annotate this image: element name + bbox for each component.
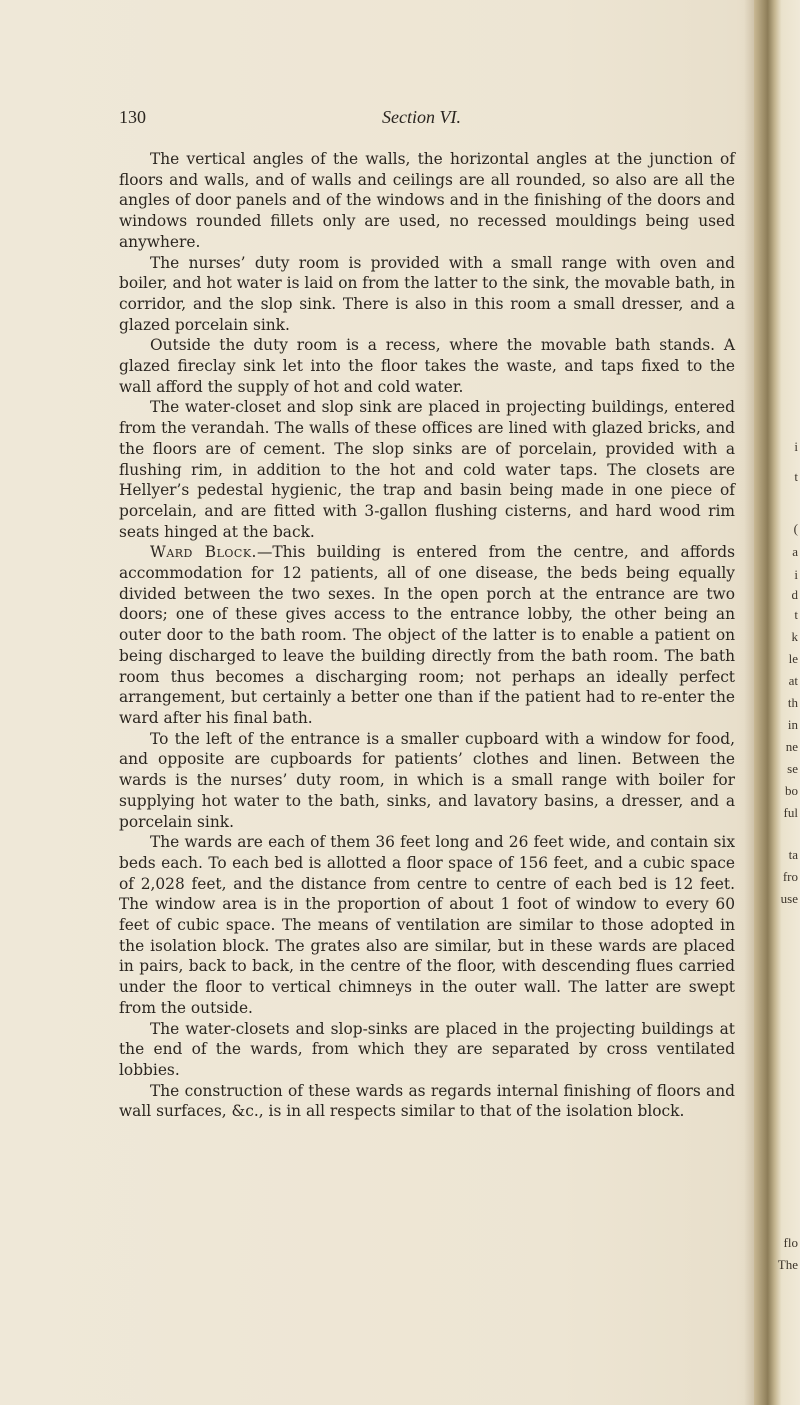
paragraph-text: The vertical angles of the walls, the horizontal angles at the junction of floors and walls, and of walls and ceilings are all rounded, so also are all the angles of door panels and of the windows and in the finishing of the doors and windows rounded fillets only are used, no recessed mouldings being used anywhere. (119, 150, 735, 251)
bleed-text: use (780, 891, 798, 906)
paragraph (119, 1081, 735, 1122)
paragraph-text: Outside the duty room is a recess, where the movable bath stands. A glazed fireclay sink let into the floor takes the waste, and taps fixed to the wall afford the supply of hot and cold water. (119, 336, 735, 396)
paragraph-text: The nurses’ duty room is provided with a small range with oven and boiler, and hot water is laid on from the latter to the sink, the movable bath, in corridor, and the slop sink. There is also in this room a small dresser, and a glazed porcelain sink. (119, 253, 735, 334)
bleed-text: The (777, 1257, 798, 1272)
paragraph-text: —This building is entered from the centre, and affords accommodation for 12 patients, all of one disease, the beds being equally divided between the two sexes. In the open porch at the entrance are two doors; one of these gives access to the entrance lobby, the other being an outer door to the bath room. The object of the latter is to enable a patient on being discharged to leave the building directly from the bath room. The bath room thus becomes a discharging room; not perhaps an ideally perfect arrangement, but certainly a better one than if the patient had to re-enter the ward after his final bath. (119, 543, 735, 727)
bleed-text: i (794, 567, 798, 582)
bleed-text: d (791, 587, 798, 602)
paragraph (119, 335, 735, 397)
paragraph (119, 149, 735, 253)
paragraph-text: To the left of the entrance is a smaller cupboard with a window for food, and opposite are cupboards for patients’ clothes and linen. Between the wards is the nurses’ duty room, in which is a small range with boiler for supplying hot water to the bath, sinks, and lavatory basins, a dresser, and a porcelain sink. (119, 729, 735, 831)
bleed-text: t (794, 607, 798, 622)
paragraph-lead: Ward Block. (150, 543, 257, 562)
bleed-text: a (792, 544, 798, 559)
paragraph (119, 1019, 735, 1081)
paragraph-text: The wards are each of them 36 feet long and 26 feet wide, and contain six beds each. To each bed is allotted a floor space of 156 feet, and a cubic space of 2,028 feet, and the distance from centre to centre of each bed is 12 feet. The window area is in the proportion of about 1 foot of window to every 60 feet of cubic space. The means of ventilation are similar to those adopted in the isolation block. The grates also are similar, but in these wards are placed in pairs, back to back, in the centre of the floor, with descending flues carried under the floor to vertical chimneys in the outer wall. The latter are swept from the outside. (119, 833, 735, 1017)
bleed-text: in (787, 717, 798, 732)
bleed-text: bo (785, 783, 798, 798)
paragraph (119, 729, 735, 833)
bleed-text: at (788, 673, 798, 688)
bleed-text: ne (785, 739, 798, 754)
bleed-text: t (794, 469, 798, 484)
paragraph (119, 542, 735, 728)
paragraph-text: The water-closet and slop sink are placed in projecting buildings, entered from the verandah. The walls of these offices are lined with glazed bricks, and the floors are of cement. The slop sinks are of porcelain, provided with a flushing rim, in addition to the hot and cold water taps. The closets are Hellyer’s pedestal hygienic, the trap and basin being made in one piece of porcelain, and are fitted with 3-gallon flushing cisterns, and hard wood rim seats hinged at the back. (119, 398, 735, 541)
bleed-text: k (791, 629, 798, 644)
bleed-text: i (794, 439, 798, 454)
bleed-text: ful (783, 805, 798, 820)
paragraph (119, 397, 735, 542)
bleed-text: flo (783, 1235, 798, 1250)
body-text (119, 149, 735, 1122)
bleed-text: fro (782, 869, 798, 884)
paragraph-text: The water-closets and slop-sinks are placed in the projecting buildings at the end of the wards, from which they are separated by cross ventilated lobbies. (119, 1019, 735, 1079)
bleed-text: ta (788, 847, 798, 862)
bleed-text: ( (793, 521, 798, 536)
page-number: 130 (119, 107, 146, 127)
paragraph (119, 832, 735, 1018)
running-head: Section VI. (382, 107, 461, 127)
facing-page-edge (754, 0, 800, 1405)
bleed-text: se (787, 761, 798, 776)
bleed-text: th (787, 695, 798, 710)
paragraph-text: The construction of these wards as regards internal finishing of floors and wall surfaces, &c., is in all respects similar to that of the isolation block. (119, 1081, 735, 1121)
page-header (119, 107, 739, 133)
paragraph (119, 253, 735, 336)
bleed-text: le (788, 651, 798, 666)
